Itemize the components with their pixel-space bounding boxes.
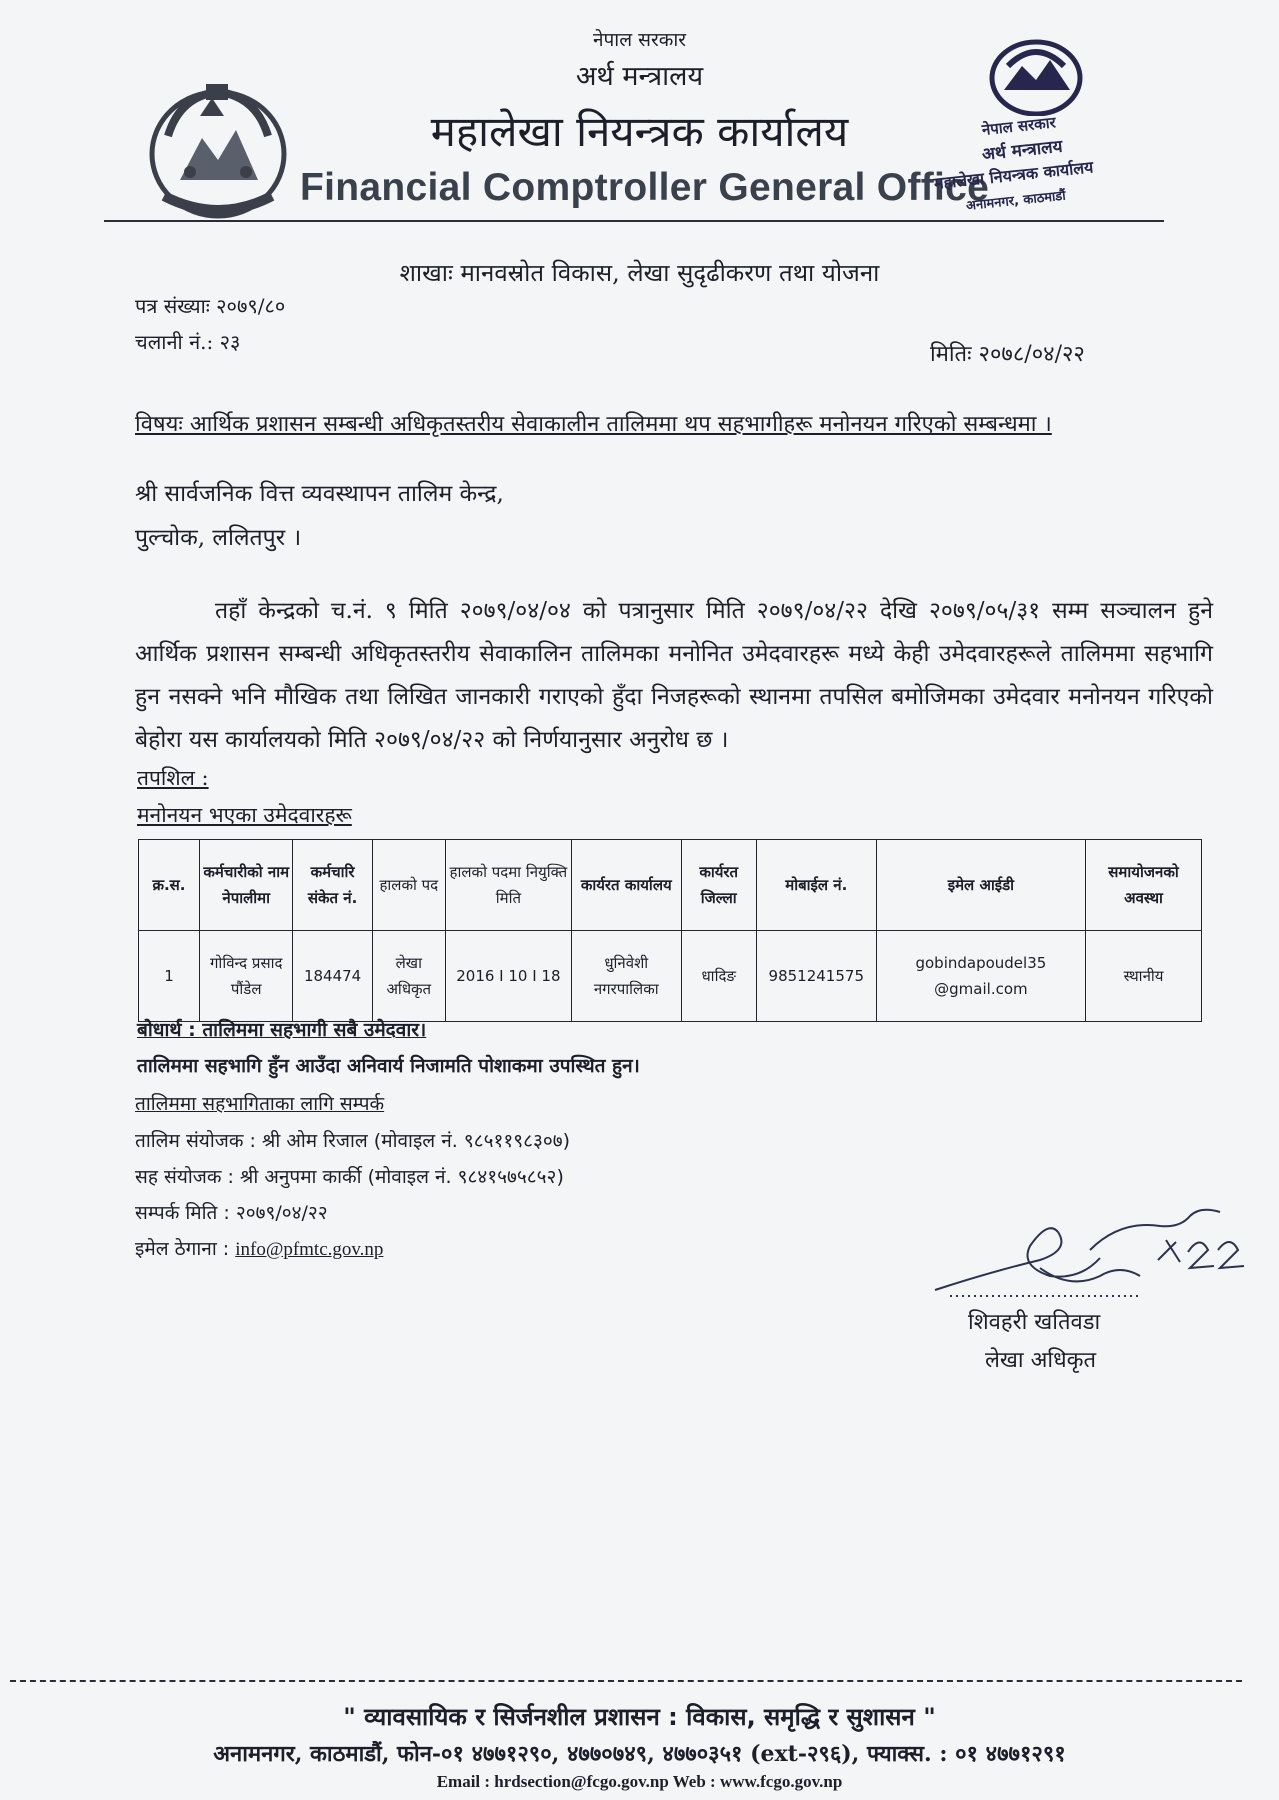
cell-current-post: लेखा अधिकृत bbox=[372, 931, 445, 1022]
signatory-name: शिवहरी खतिवडा bbox=[968, 1310, 1101, 1335]
header-ministry: अर्थ मन्त्रालय bbox=[575, 61, 704, 92]
subject-line bbox=[135, 408, 1052, 438]
cell-appointment-date: 2016 I 10 I 18 bbox=[445, 931, 571, 1022]
addressee-line-1: श्री सार्वजनिक वित्त व्यवस्थापन तालिम केन्द्र, bbox=[135, 481, 504, 507]
contact-date: सम्पर्क मिति : २०७९/०४/२२ bbox=[135, 1202, 328, 1224]
footer-email-web: Email : hrdsection@fcgo.gov.np Web : www.fcgo.gov.np bbox=[436, 1772, 843, 1791]
header-current-post: हालको पद bbox=[372, 840, 445, 931]
office-stamp bbox=[932, 36, 1132, 226]
contact-email-link[interactable]: info@pfmtc.gov.np bbox=[235, 1239, 384, 1260]
stamp-line-2: अर्थ मन्त्रालय bbox=[981, 136, 1064, 165]
contact-heading: तालिममा सहभागिताका लागि सम्पर्क bbox=[135, 1093, 385, 1115]
header-office-nepali: महालेखा नियन्त्रक कार्यालय bbox=[430, 107, 849, 156]
table-row bbox=[139, 931, 1202, 1022]
cell-mobile: 9851241575 bbox=[756, 931, 876, 1022]
header-working-office: कार्यरत कार्यालय bbox=[571, 840, 681, 931]
contact-coordinator: तालिम संयोजक : श्री ओम रिजाल (मोवाइल नं. ९८५११९८३०७) bbox=[135, 1130, 571, 1152]
cell-working-district: धादिङ bbox=[681, 931, 756, 1022]
body-paragraph: तहाँ केन्द्रको च.नं. ९ मिति २०७९/०४/०४ को पत्रानुसार मिति २०७९/०४/२२ देखि २०७९/०५/३१ सम्म सञ्चालन हुने आर्थिक प्रशासन सम्बन्धी अधिकृतस्तरीय सेवाकालिन तालिमका मनोनित उमेदवारहरू मध्ये केही उमेदवारहरूले तालिममा सहभागि हुन नसक्ने भनि मौखिक तथा लिखित जानकारी गराएको हुँदा निजहरूको स्थानमा तपसिल बमोजिमका उमेदवार मनोनयन गरिएको बेहोरा यस कार्यालयको मिति २०७९/०४/२२ को निर्णयानुसार अनुरोध छ । bbox=[135, 598, 1213, 753]
footer-motto: " व्यावसायिक र सिर्जनशील प्रशासन : विकास, समृद्धि र सुशासन " bbox=[343, 1703, 936, 1731]
nepal-emblem-icon bbox=[140, 76, 296, 226]
cc-note: बोधार्थ : तालिममा सहभागी सबै उमेदवार। bbox=[137, 1019, 427, 1041]
contact-email-label: इमेल ठेगाना : bbox=[135, 1238, 236, 1260]
addressee-line-2: पुल्चोक, ललितपुर । bbox=[135, 525, 302, 551]
stamp-line-1: नेपाल सरकार bbox=[981, 113, 1057, 139]
subject-text: विषयः आर्थिक प्रशासन सम्बन्धी अधिकृतस्तरीय सेवाकालीन तालिममा थप सहभागीहरू मनोनयन गरिएको सम्बन्धमा bbox=[135, 412, 1037, 437]
header-adjustment-status: समायोजनको अवस्था bbox=[1086, 840, 1202, 931]
branch-line: शाखाः मानवस्रोत विकास, लेखा सुदृढीकरण तथा योजना bbox=[399, 259, 880, 287]
stamp-line-4: अनामनगर, काठमाडौं bbox=[965, 188, 1067, 214]
dress-code-note: तालिममा सहभागि हुँन आउँदा अनिवार्य निजामति पोशाकमा उपस्थित हुन। bbox=[137, 1055, 640, 1077]
candidates-table bbox=[138, 839, 1202, 1022]
handwritten-signature bbox=[930, 1180, 1260, 1310]
contact-co-coordinator: सह संयोजक : श्री अनुपमा कार्की (मोवाइल नं. ९८४१५७५८५२) bbox=[135, 1166, 564, 1188]
cell-adjustment-status: स्थानीय bbox=[1086, 931, 1202, 1022]
header-employee-code: कर्मचारि संकेत नं. bbox=[293, 840, 372, 931]
dispatch-number: चलानी नं.: २३ bbox=[135, 330, 241, 354]
cell-serial: 1 bbox=[139, 931, 200, 1022]
cell-employee-name: गोविन्द प्रसाद पौंडेल bbox=[199, 931, 292, 1022]
cell-employee-code: 184474 bbox=[293, 931, 372, 1022]
header-appointment-date: हालको पदमा नियुक्ति मिति bbox=[445, 840, 571, 931]
footer-divider bbox=[10, 1680, 1242, 1682]
header-office-english: Financial Comptroller General Office bbox=[300, 166, 990, 209]
cell-working-office: धुनिवेशी नगरपालिका bbox=[571, 931, 681, 1022]
candidates-heading: मनोनयन भएका उमेदवारहरू bbox=[137, 803, 352, 827]
cell-email: gobindapoudel35 @gmail.com bbox=[876, 931, 1085, 1022]
tapsil-heading: तपशिल : bbox=[137, 766, 209, 790]
header-employee-name: कर्मचारीको नाम नेपालीमा bbox=[199, 840, 292, 931]
header-serial: क्र.स. bbox=[139, 840, 200, 931]
subject-end: । bbox=[1036, 412, 1052, 437]
header-government: नेपाल सरकार bbox=[592, 29, 687, 51]
table-header-row bbox=[139, 840, 1202, 931]
header-mobile: मोबाईल नं. bbox=[756, 840, 876, 931]
contact-email-line bbox=[135, 1235, 383, 1261]
stamp-line-3: महालेखा नियन्त्रक कार्यालय bbox=[933, 157, 1095, 193]
signatory-title: लेखा अधिकृत bbox=[985, 1348, 1097, 1373]
header-working-district: कार्यरत जिल्ला bbox=[681, 840, 756, 931]
header-email: इमेल आईडी bbox=[876, 840, 1085, 931]
letter-number: पत्र संख्याः २०७९/८० bbox=[135, 294, 286, 318]
letter-date: मितिः २०७८/०४/२२ bbox=[930, 342, 1085, 367]
footer-address: अनामनगर, काठमाडौं, फोन-०१ ४७७१२९०, ४७७०७४९, ४७७०३५१ (ext-२९६), फ्याक्स. : ०१ ४७७१२९१ bbox=[213, 1741, 1066, 1767]
